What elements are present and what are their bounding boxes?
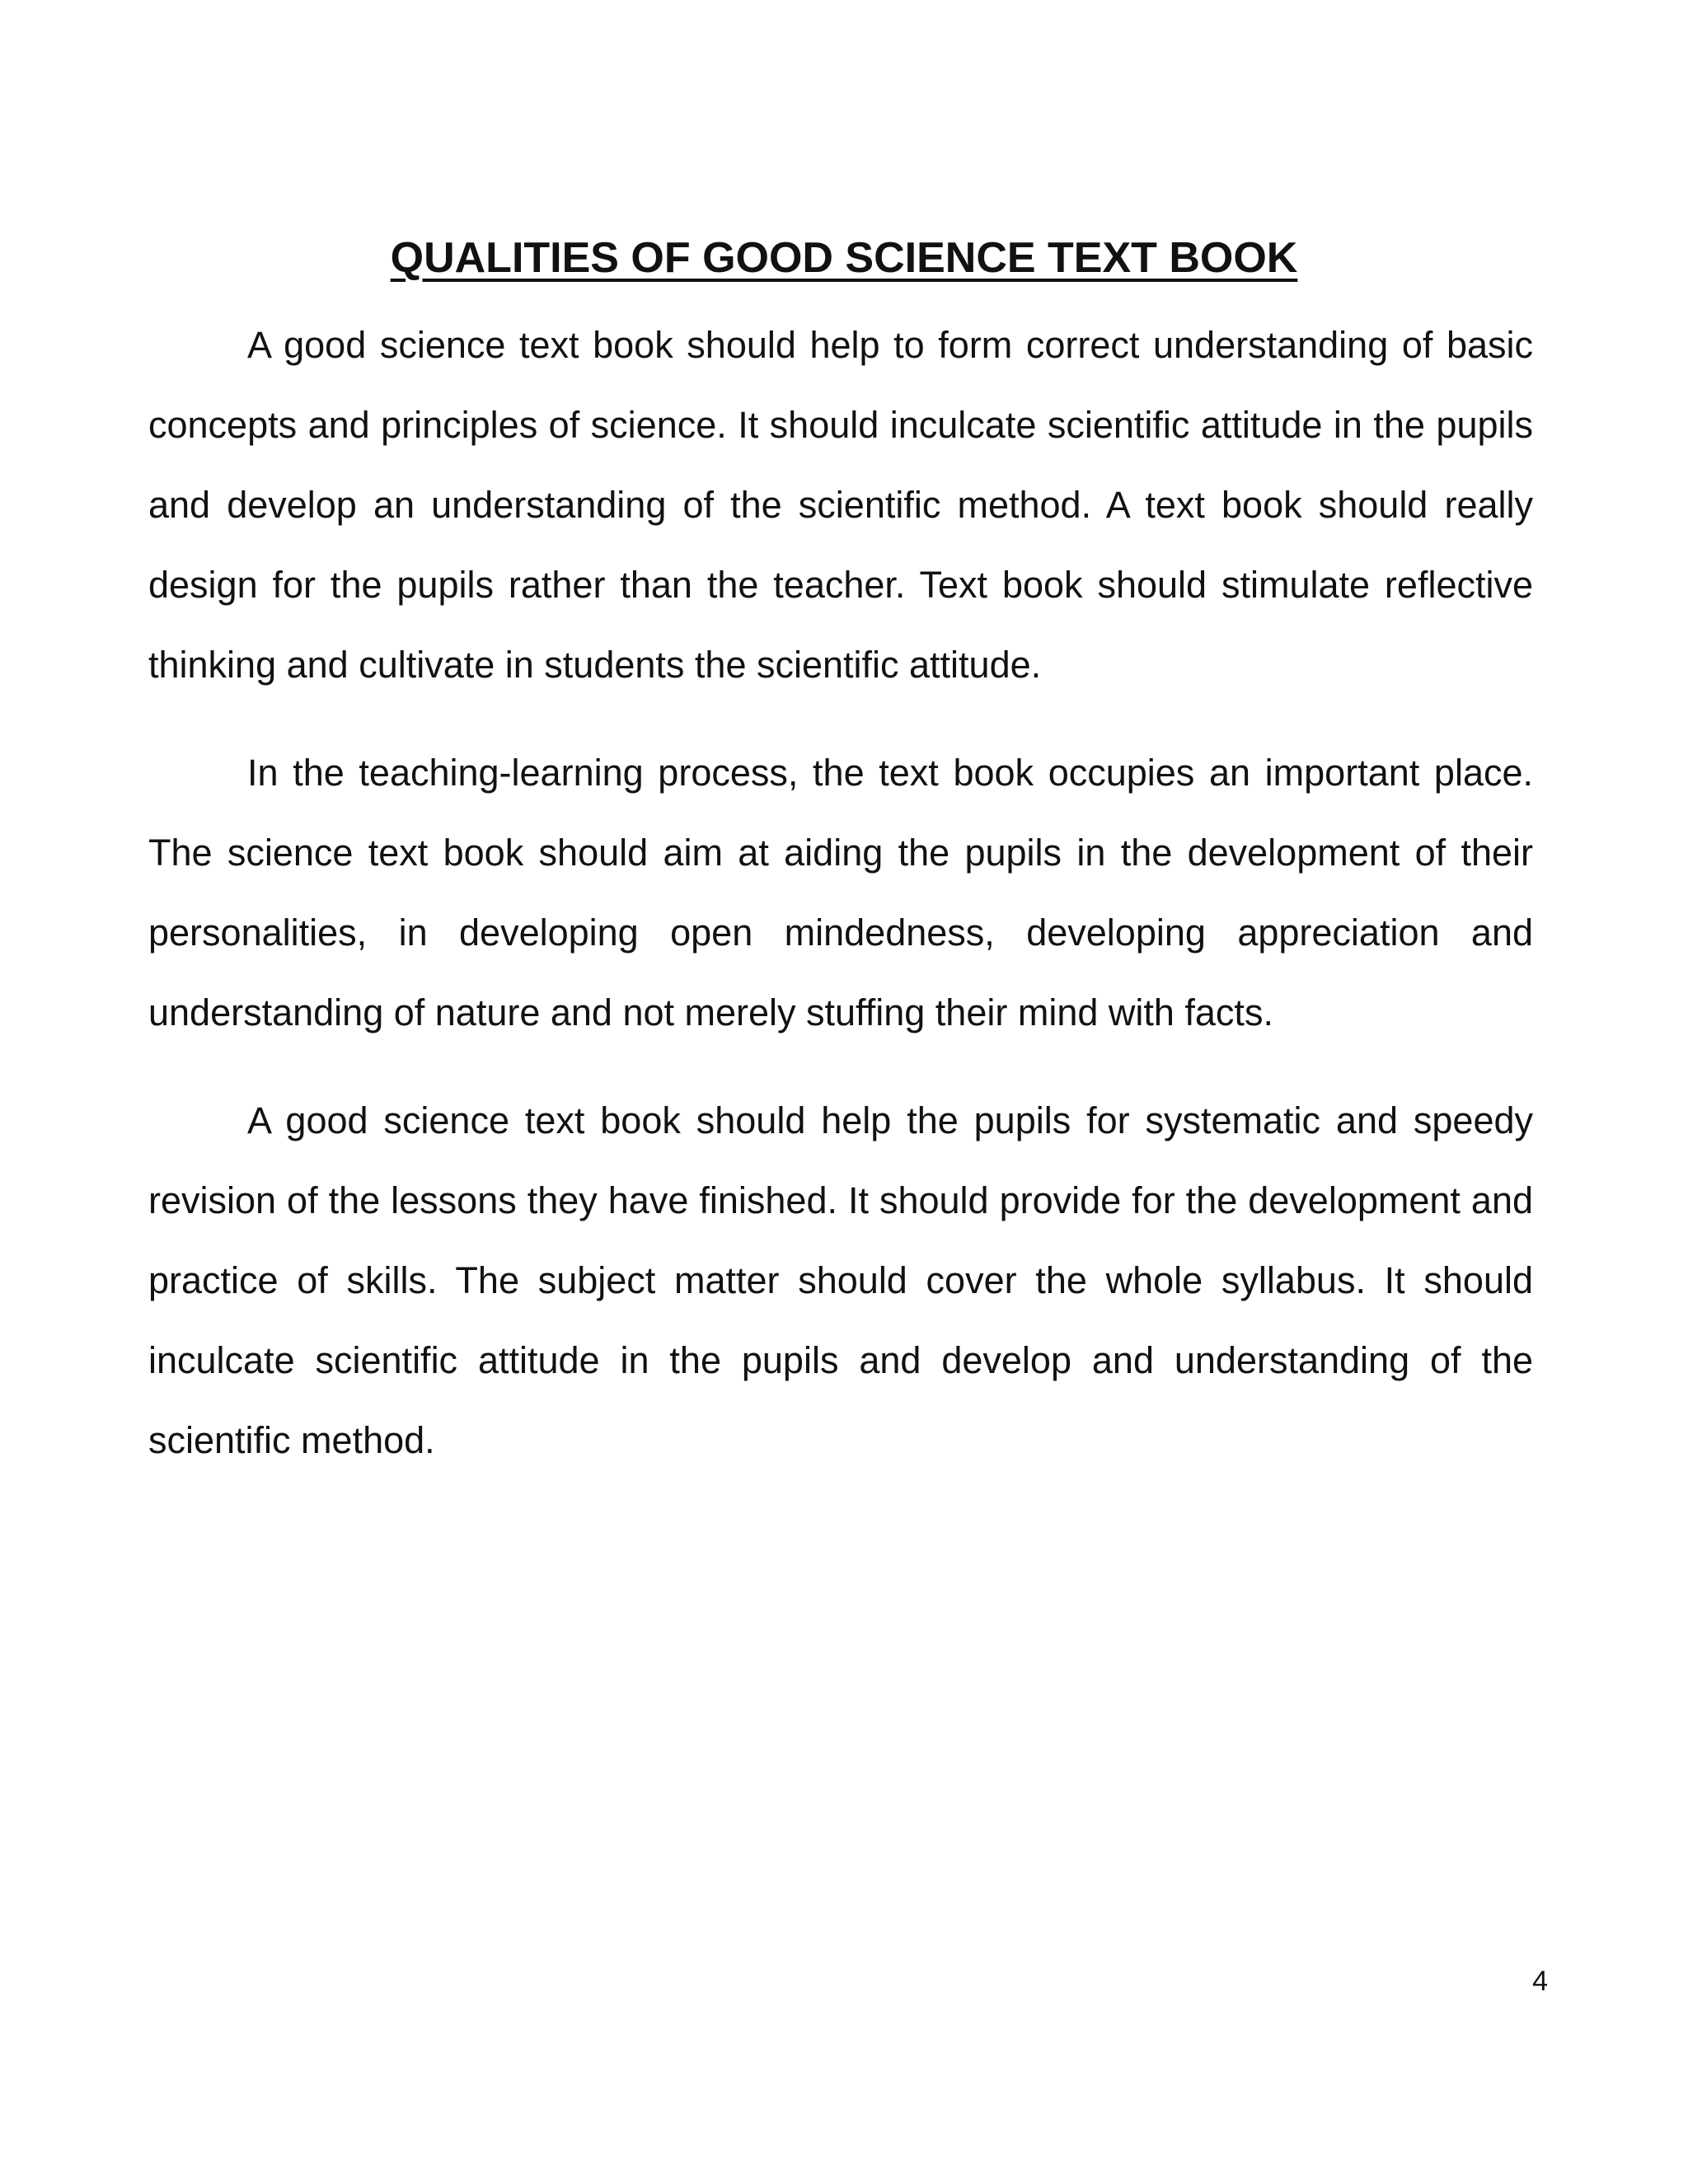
- paragraph-3: A good science text book should help the pupils for systematic and speedy revision of the lessons they have finished. It should provide for the development and practice of skills. The subject matter should cover the whole syllabus. It should inculcate scientific attitude in the pupils and develop and understanding of the scientific method.: [148, 1099, 1533, 1461]
- page-title: QUALITIES OF GOOD SCIENCE TEXT BOOK: [390, 233, 1298, 282]
- paragraph-2: In the teaching-learning process, the text book occupies an important place. The science text book should aim at aiding the pupils in the development of their personalities, in developing open mindedness, developing appreciation and understanding of nature and not merely stuffing their mind with facts.: [148, 752, 1533, 1033]
- document-body: [148, 305, 1533, 1508]
- page-number: 4: [1532, 1966, 1548, 1997]
- paragraph-1: A good science text book should help to form correct understanding of basic concepts and principles of science. It should inculcate scientific attitude in the pupils and develop an understanding of the scientific method. A text book should really design for the pupils rather than the teacher. Text book should stimulate reflective thinking and cultivate in students the scientific attitude.: [148, 324, 1533, 686]
